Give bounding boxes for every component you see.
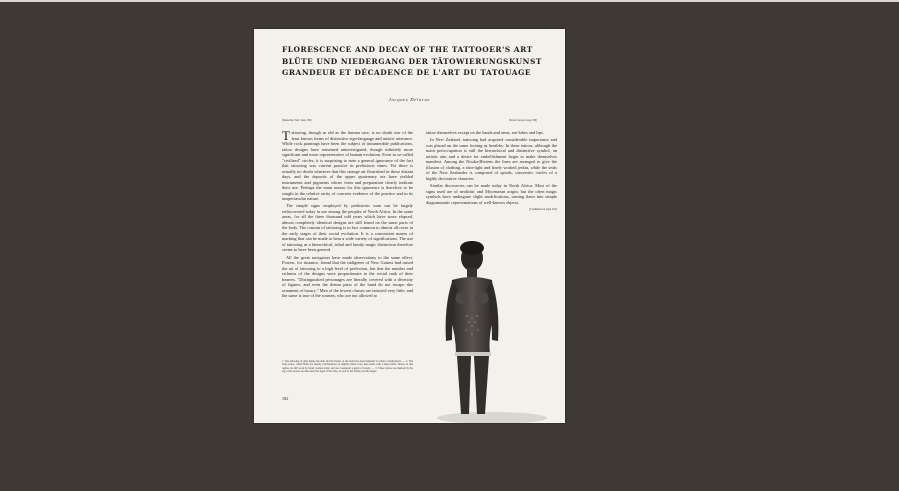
paragraph: Tattooing, though as old as the human race, is no doubt one of the least known forms of distinctive sign-language and artistic utterance. While rock paintings have been the subject of innumerable publications, tattoo designs have remained uninvestigated, though infinitely more significant and more representative of human evolution. Even in so-called "civilised" circles, it is surprising to note a general ignorance of the fact that tattooing was current practice in prehistoric times. Yet there is actually no doubt whatever that this strange art flourished in those distant days, and the deposits of the upper quaternary era have yielded instruments and pigments whose form and preparation clearly indicate their use. Perhaps the main reason for this ignorance is therefore to be sought in the relative rarity of concrete evidence of the practice and in its unspectacular nature.: [282, 130, 413, 201]
article-titles: [282, 44, 557, 79]
right-text-column: [426, 130, 557, 242]
drop-cap: T: [282, 130, 290, 143]
paragraph: tattoo themselves except on the hands and arms, ear-lobes and lips.: [426, 130, 544, 135]
title-french: GRANDEUR ET DÉCADENCE DE L'ART DU TATOUAGE: [282, 68, 532, 77]
paragraph: All the great navigators have made observations to the same effect. Forrest, for instance, found that the indigenes of New Guinea had raised the art of tattooing to a high level of perfection, but that the number and richness of the designs were proportionate to the social rank of their bearers. "Distinguished personages are literally covered with a diversity of figures, and even the thenar parts of the hand do not escape this ornament of luxury." Men of the lowest classes are tattooed very little, and the same is true of the women, who are not allowed to: [282, 254, 413, 299]
photo-caption: 1. The tattooing of girls marks the skin and the thenar of the hand has been intended to reduce scarifications. — 2. The body tattoo, called Nabi, are merely combinations of slightly raised scars, here made with a sharp knife. Tattoos in this region are still worn by many women today and are considered a mark of beauty. — 3. These tattoos are marked by the age of the bearer and also bear the signs of the tribe, as well as the family and the magic.: [282, 360, 413, 373]
left-text-column: [282, 130, 413, 355]
portrait-photo-icon: [422, 236, 562, 423]
paragraph: In New Zealand, tattooing had acquired considerable importance and was placed on the same footing as heraldry. In these tattoos, although the main preoccupation is still the hierarchical and distinctive symbol, an artistic aim and a desire for embellishment begin to make themselves manifest. Among the Nouka-Hiviens the lines are arranged to give the illusion of clothing, a shot-tight and finely worked jerkin, while the seals of the New Zealander is composed of spirals, concentric circles of a highly decorative character.: [426, 137, 557, 181]
page-number: 182: [282, 396, 289, 401]
french-text-reference: [Texte français: page 189]: [508, 119, 537, 122]
paragraph: Similar discoveries can be made today in North Africa. Most of the signs used are of neolithic and Mycenaean origin, but the often magic symbols have undergone slight modifications, turning them into simple diagrammatic representations of well-known objects.: [426, 183, 557, 205]
german-text-reference: [Deutscher Text: Seite 189]: [282, 119, 312, 122]
author-name: Jacques Delarue: [388, 97, 431, 102]
top-border: [0, 0, 899, 2]
continued-note: [Continued on page 191]: [529, 207, 557, 211]
magazine-page: [254, 29, 565, 423]
title-english: FLORESCENCE AND DECAY OF THE TATTOOER'S ART: [282, 45, 533, 54]
paragraph: The simple signs employed by prehistoric man can be largely rediscovered today in use among the peoples of North Africa. In the same areas, for all the three thousand odd years which have since elapsed, almost completely identical designs are still found on the same parts of the body. The custom of tattooing is in fact common to almost all races in the early stages of their social evolution. It is a convenient means of marking that can be made to bear a wide variety of significations. The use of tattooing as a hierarchical, tribal and family magic distinction therefore seems to have been general.: [282, 203, 413, 253]
title-german: BLÜTE UND NIEDERGANG DER TÄTOWIERUNGSKUNST: [282, 56, 542, 66]
